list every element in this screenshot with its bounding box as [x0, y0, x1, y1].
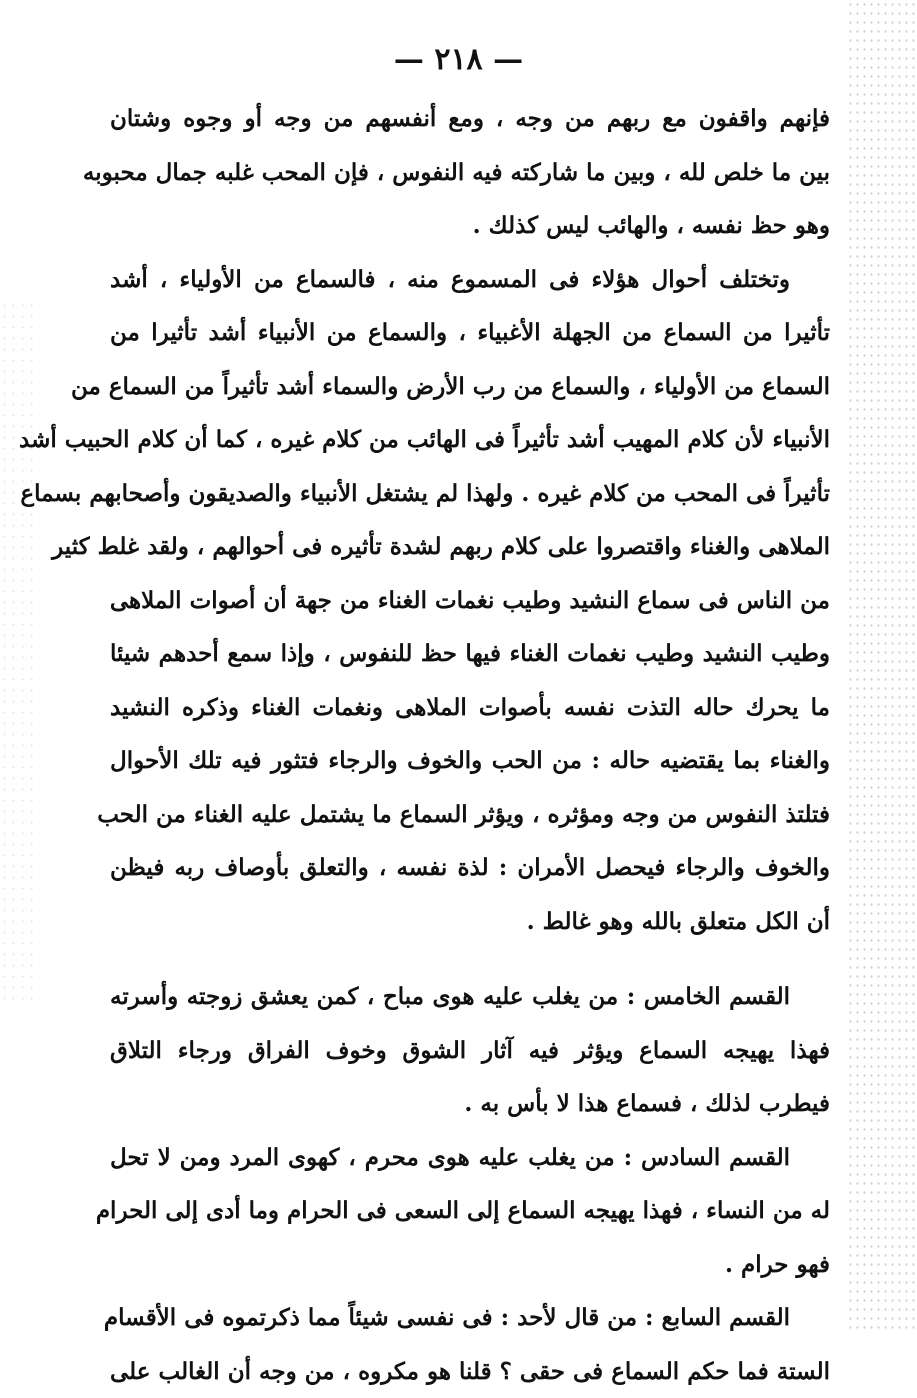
text-line: أن الكل متعلق بالله وهو غالط . [110, 895, 830, 949]
text-line: الأنبياء لأن كلام المهيب أشد تأثيراً فى الهائب من كلام غيره ، كما أن كلام الحبيب أشد [110, 413, 830, 467]
text-line: من الناس فى سماع النشيد وطيب نغمات الغناء من جهة أن أصوات الملاهى [110, 574, 830, 628]
text-line: فيطرب لذلك ، فسماع هذا لا بأس به . [110, 1077, 830, 1131]
text-line: ما يحرك حاله التذت نفسه بأصوات الملاهى ونغمات الغناء وذكره النشيد [110, 681, 830, 735]
text-line: وطيب النشيد وطيب نغمات الغناء فيها حظ للنفوس ، وإذا سمع أحدهم شيئا [110, 627, 830, 681]
text-line: فهو حرام . [110, 1238, 830, 1292]
text-line: فهذا يهيجه السماع ويؤثر فيه آثار الشوق وخوف الفراق ورجاء التلاق [110, 1024, 830, 1078]
text-line: السماع من الأولياء ، والسماع من رب الأرض والسماء أشد تأثيراً من السماع من [110, 360, 830, 414]
text-line: تأثيراً فى المحب من كلام غيره . ولهذا لم يشتغل الأنبياء والصديقون وأصحابهم بسماع [110, 467, 830, 521]
paragraph [110, 1131, 830, 1292]
paragraph [110, 970, 830, 1131]
text-line: الستة فما حكم السماع فى حقى ؟ قلنا هو مكروه ، من وجه أن الغالب على [110, 1345, 830, 1398]
text-line: فإنهم واقفون مع ربهم من وجه ، ومع أنفسهم من وجه أو وجوه وشتان [110, 92, 830, 146]
text-line: القسم السابع : من قال لأحد : فى نفسى شيئاً مما ذكرتموه فى الأقسام [110, 1291, 830, 1345]
text-line: القسم السادس : من يغلب عليه هوى محرم ، كهوى المرد ومن لا تحل [110, 1131, 830, 1185]
body-text [110, 92, 830, 1398]
text-line: بين ما خلص لله ، وبين ما شاركته فيه النفوس ، فإن المحب غلبه جمال محبوبه [110, 146, 830, 200]
text-line: تأثيرا من السماع من الجهلة الأغبياء ، والسماع من الأنبياء أشد تأثيرا من [110, 306, 830, 360]
paragraph [110, 92, 830, 253]
paragraph [110, 253, 830, 949]
text-line: وتختلف أحوال هؤلاء فى المسموع منه ، فالسماع من الأولياء ، أشد [110, 253, 830, 307]
paragraph [110, 1291, 830, 1398]
text-line: فتلتذ النفوس من وجه ومؤثره ، ويؤثر السماع ما يشتمل عليه الغناء من الحب [110, 788, 830, 842]
page-number: — ٢١٨ — [0, 42, 917, 77]
paragraph-gap [110, 948, 830, 970]
text-line: له من النساء ، فهذا يهيجه السماع إلى السعى فى الحرام وما أدى إلى الحرام [110, 1184, 830, 1238]
text-line: والغناء بما يقتضيه حاله : من الحب والخوف والرجاء فتثور فيه تلك الأحوال [110, 734, 830, 788]
text-line: وهو حظ نفسه ، والهائب ليس كذلك . [110, 199, 830, 253]
text-line: القسم الخامس : من يغلب عليه هوى مباح ، كمن يعشق زوجته وأسرته [110, 970, 830, 1024]
text-line: الملاهى والغناء واقتصروا على كلام ربهم لشدة تأثيره فى أحوالهم ، ولقد غلط كثير [110, 520, 830, 574]
scan-speckle-right [847, 0, 917, 1334]
scan-speckle-left [0, 300, 40, 1000]
text-line: والخوف والرجاء فيحصل الأمران : لذة نفسه ، والتعلق بأوصاف ربه فيظن [110, 841, 830, 895]
